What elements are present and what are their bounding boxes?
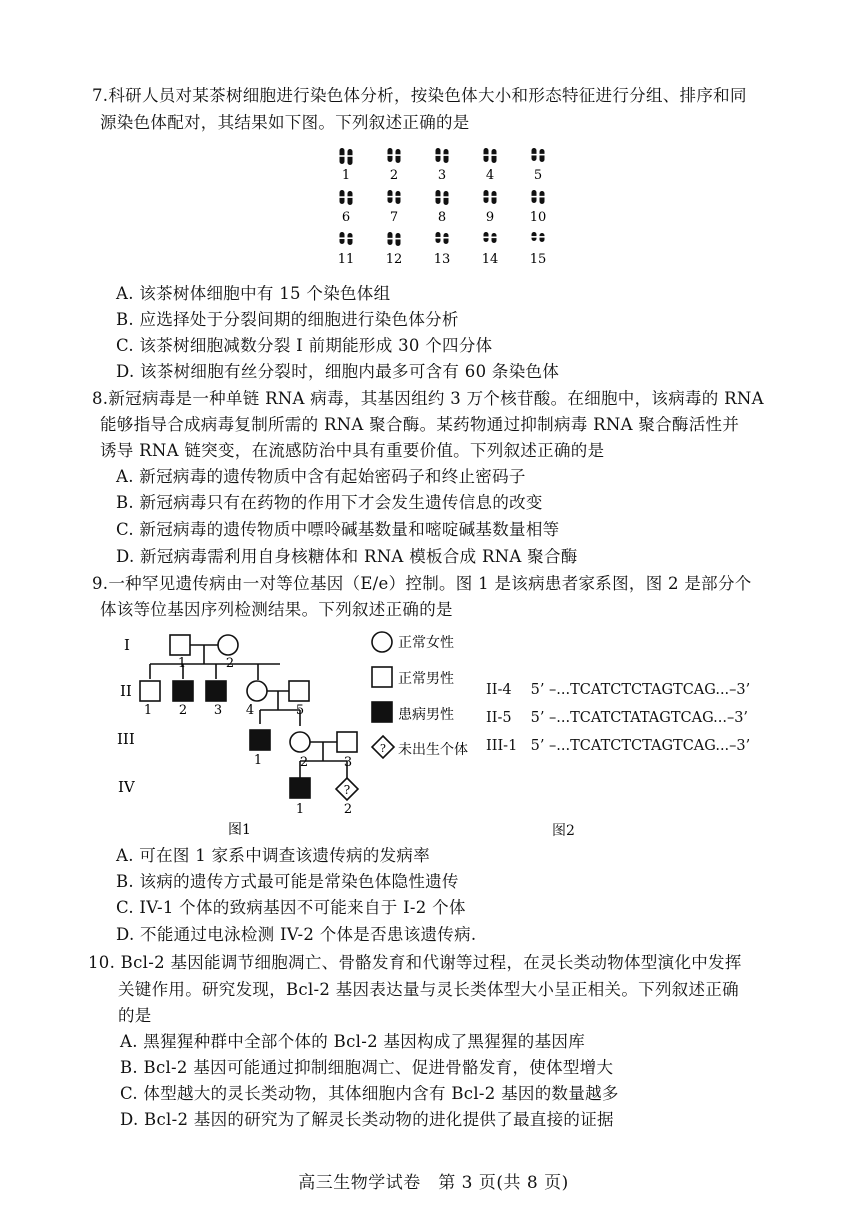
- centromere: [531, 196, 537, 198]
- centromere: [531, 154, 537, 156]
- pedigree-chart: [110, 628, 500, 838]
- pedigree-III-2-normal-female: [290, 732, 310, 752]
- num-II-3: 3: [213, 703, 223, 718]
- chromosome: [444, 149, 449, 163]
- q9-option-b: B. 该病的遗传方式最可能是常染色体隐性遗传: [116, 872, 459, 891]
- centromere: [435, 237, 441, 239]
- num-II-5: 5: [295, 703, 305, 718]
- sequence-value: 5’ –...TCATCTCTAGTCAG...–3’: [530, 682, 751, 698]
- centromere: [491, 196, 497, 198]
- centromere: [387, 196, 393, 198]
- chromosome-label: 14: [481, 252, 499, 267]
- centromere: [395, 154, 401, 156]
- q8-option-d: D. 新冠病毒需利用自身核糖体和 RNA 模板合成 RNA 聚合酶: [116, 547, 578, 566]
- num-IV-1: 1: [295, 802, 305, 817]
- num-III-1: 1: [253, 753, 263, 768]
- q10-stem-line1: 10. Bcl-2 基因能调节细胞凋亡、骨骼发育和代谢等过程，在灵长类动物体型演化中发挥: [88, 953, 742, 972]
- q10-stem-line2: 关键作用。研究发现，Bcl-2 基因表达量与灵长类体型大小呈正相关。下列叙述正确: [118, 980, 739, 999]
- pedigree-II-2-affected-male: [173, 681, 193, 701]
- num-II-2: 2: [178, 703, 188, 718]
- centromere: [483, 196, 489, 198]
- gen-label-IV: IV: [118, 778, 135, 796]
- chromosome: [396, 149, 401, 163]
- pedigree-I-1-normal-male: [170, 635, 190, 655]
- centromere: [491, 237, 497, 239]
- sequence-row-III-1: [486, 738, 750, 754]
- page-footer: 高三生物学试卷 第 3 页(共 8 页): [298, 1173, 569, 1193]
- pedigree-III-1-affected-male: [250, 730, 270, 750]
- centromere: [491, 154, 497, 156]
- chromosome: [540, 191, 545, 204]
- num-III-2: 2: [299, 755, 309, 770]
- centromere: [395, 196, 401, 198]
- legend-female-symbol: [372, 632, 392, 652]
- centromere: [387, 238, 393, 240]
- karyotype-figure: [318, 140, 568, 270]
- q7-stem-line2: 源染色体配对，其结果如下图。下列叙述正确的是: [100, 113, 470, 132]
- centromere: [483, 154, 489, 156]
- pedigree-III-3-normal-male: [337, 732, 357, 752]
- chromosome: [348, 191, 353, 205]
- q7-option-a: A. 该茶树体细胞中有 15 个染色体组: [116, 284, 391, 303]
- fig1-caption: 图1: [228, 822, 251, 838]
- centromere: [435, 154, 441, 156]
- q10-option-d: D. Bcl-2 基因的研究为了解灵长类动物的进化提供了最直接的证据: [120, 1110, 614, 1129]
- q8-option-c: C. 新冠病毒的遗传物质中嘌呤碱基数量和嘧啶碱基数量相等: [116, 520, 560, 539]
- q9-stem-line2: 体该等位基因序列检测结果。下列叙述正确的是: [100, 600, 453, 619]
- num-III-3: 3: [343, 755, 353, 770]
- legend-normal-female: 正常女性: [398, 635, 454, 651]
- q9-option-c: C. IV-1 个体的致病基因不可能来自于 I-2 个体: [116, 898, 466, 917]
- chromosome-label: 10: [529, 210, 547, 225]
- q9-option-d: D. 不能通过电泳检测 IV-2 个体是否患该遗传病.: [116, 925, 477, 944]
- q8-option-a: A. 新冠病毒的遗传物质中含有起始密码子和终止密码子: [116, 467, 526, 486]
- q10-option-a: A. 黑猩猩种群中全部个体的 Bcl-2 基因构成了黑猩猩的基因库: [120, 1032, 586, 1051]
- centromere: [443, 237, 449, 239]
- pedigree-numbers: [144, 656, 352, 817]
- centromere: [339, 196, 345, 198]
- pedigree-IV-1-affected-male: [290, 778, 310, 798]
- pedigree-I-2-normal-female: [218, 635, 238, 655]
- legend-male-symbol: [372, 667, 392, 687]
- chromosome-label: 3: [437, 168, 447, 183]
- centromere: [443, 154, 449, 156]
- chromosome-pairs: [339, 148, 545, 246]
- chromosome-label: 9: [485, 210, 495, 225]
- chromosome-label: 1: [341, 168, 351, 183]
- centromere: [347, 196, 353, 198]
- pedigree-II-4-normal-female: [247, 681, 267, 701]
- centromere: [539, 196, 545, 198]
- legend-affected-male: 患病男性: [398, 707, 454, 723]
- chromosome-labels: [338, 168, 547, 267]
- centromere: [483, 237, 489, 239]
- q8-stem-line2: 能够指导合成病毒复制所需的 RNA 聚合酶。某药物通过抑制病毒 RNA 聚合酶活性并: [100, 415, 740, 434]
- num-II-4: 4: [245, 703, 255, 718]
- sequence-value: 5’ –...TCATCTATAGTCAG...–3’: [530, 710, 749, 726]
- centromere: [347, 155, 353, 157]
- sequence-value: 5’ –...TCATCTCTAGTCAG...–3’: [530, 738, 751, 754]
- num-IV-2: 2: [343, 802, 353, 817]
- centromere: [339, 155, 345, 157]
- legend-affected-symbol: [372, 702, 392, 722]
- sequence-label: II-4: [486, 682, 512, 698]
- legend-unborn-question-mark: ?: [380, 742, 386, 755]
- num-II-1: 1: [143, 703, 153, 718]
- sequence-row-II-5: [486, 710, 748, 726]
- legend-unborn: 未出生个体: [398, 742, 468, 758]
- chromosome-label: 2: [389, 168, 399, 183]
- num-I-1: 1: [177, 656, 187, 671]
- pedigree-II-1-normal-male: [140, 681, 160, 701]
- chromosome-label: 5: [533, 168, 543, 183]
- sequence-label: III-1: [486, 738, 518, 754]
- chromosome: [396, 191, 401, 204]
- sequence-label: II-5: [486, 710, 512, 726]
- chromosome: [348, 149, 353, 165]
- chromosome-label: 11: [337, 252, 355, 267]
- centromere: [387, 154, 393, 156]
- chromosome: [444, 191, 449, 205]
- q9-stem-line1: 9.一种罕见遗传病由一对等位基因（E/e）控制。图 1 是该病患者家系图，图 2 是部分个: [92, 574, 752, 593]
- chromosome-label: 7: [389, 210, 399, 225]
- centromere: [339, 237, 345, 239]
- centromere: [443, 196, 449, 198]
- centromere: [347, 237, 353, 239]
- centromere: [539, 236, 545, 238]
- pedigree-II-5-normal-male: [289, 681, 309, 701]
- gen-label-I: I: [124, 636, 130, 654]
- sequence-row-II-4: [486, 682, 750, 698]
- q10-stem-line3: 的是: [118, 1006, 152, 1025]
- chromosome-label: 6: [341, 210, 351, 225]
- centromere: [531, 236, 537, 238]
- chromosome: [540, 149, 545, 162]
- q9-option-a: A. 可在图 1 家系中调查该遗传病的发病率: [116, 846, 430, 865]
- centromere: [395, 238, 401, 240]
- chromosome-label: 13: [433, 252, 451, 267]
- q7-option-c: C. 该茶树细胞减数分裂 I 前期能形成 30 个四分体: [116, 336, 493, 355]
- legend-normal-male: 正常男性: [398, 671, 454, 687]
- num-I-2: 2: [225, 656, 235, 671]
- q7-option-b: B. 应选择处于分裂间期的细胞进行染色体分析: [116, 310, 459, 329]
- centromere: [539, 154, 545, 156]
- sequence-figure: [486, 682, 786, 772]
- q8-stem-line3: 诱导 RNA 链突变，在流感防治中具有重要价值。下列叙述正确的是: [100, 441, 605, 460]
- chromosome: [492, 149, 497, 163]
- q10-option-c: C. 体型越大的灵长类动物，其体细胞内含有 Bcl-2 基因的数量越多: [120, 1084, 619, 1103]
- gen-label-II: II: [120, 682, 132, 700]
- q7-option-d: D. 该茶树细胞有丝分裂时，细胞内最多可含有 60 条染色体: [116, 362, 560, 381]
- chromosome-label: 8: [437, 210, 447, 225]
- pedigree-II-3-affected-male: [206, 681, 226, 701]
- chromosome-label: 12: [385, 252, 403, 267]
- centromere: [435, 196, 441, 198]
- q10-option-b: B. Bcl-2 基因可能通过抑制细胞凋亡、促进骨骼发育，使体型增大: [120, 1058, 614, 1077]
- chromosome: [396, 233, 401, 246]
- pedigree-IV-2-question-mark: ?: [343, 783, 351, 797]
- chromosome-label: 4: [485, 168, 495, 183]
- q8-option-b: B. 新冠病毒只有在药物的作用下才会发生遗传信息的改变: [116, 493, 543, 512]
- chromosome: [492, 191, 497, 204]
- chromosome-label: 15: [529, 252, 547, 267]
- q7-stem-line1: 7.科研人员对某茶树细胞进行染色体分析，按染色体大小和形态特征进行分组、排序和同: [92, 86, 747, 105]
- fig2-caption: 图2: [552, 823, 575, 839]
- q8-stem-line1: 8.新冠病毒是一种单链 RNA 病毒，其基因组约 3 万个核苷酸。在细胞中，该病毒的 RNA: [92, 389, 764, 408]
- gen-label-III: III: [117, 730, 135, 748]
